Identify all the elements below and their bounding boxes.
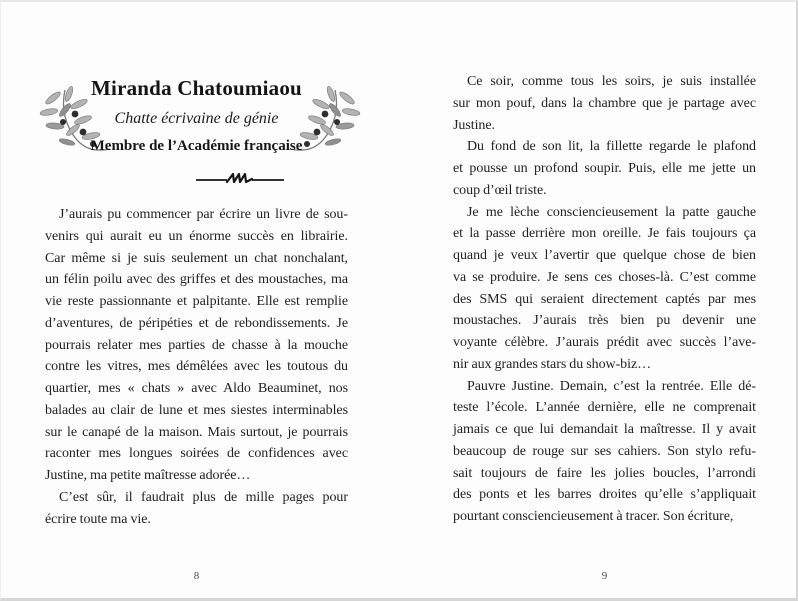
body-text-line: pourtant consciencieusement à tracer. Son écriture, (453, 509, 734, 524)
body-text-line: sur mon pouf, dans la chambre que je partage avec (453, 95, 756, 111)
calligraphic-squiggle-divider-icon (194, 170, 286, 188)
body-text-line: va se produire. Je sens ces choses-là. C’est comme (453, 269, 756, 285)
body-text-line: Je me lèche consciencieusement la patte gauche (467, 204, 756, 220)
body-text-line: sait toujours de faire les jolies boucles, l’arrondi (453, 465, 756, 481)
body-text-line: écrire toute ma vie. (45, 511, 151, 527)
body-text-line: moustaches. J’aurais très bien pu devenir une (453, 313, 756, 329)
page-number-left: 8 (193, 570, 200, 582)
body-text-line: quartier, mes « chats » avec Aldo Beauminet, nos (45, 381, 348, 396)
body-text-line: venirs qui aurait eu un énorme succès en librairie. (45, 228, 348, 244)
body-text-line: contre les vitres, mes démêlées avec les toutous du (45, 359, 348, 375)
body-text-line: voyante célèbre. J’aurais prédit avec succès l’ave- (453, 335, 756, 350)
body-text-line: jamais ce que lui demandait la maîtresse. Il y avait (453, 422, 756, 437)
page-number-right: 9 (601, 570, 608, 582)
body-text-line: nir aux grandes stars du show-biz… (453, 356, 652, 372)
body-text-line: J’aurais pu commencer par écrire un livre de sou- (59, 207, 348, 222)
body-text-line: Justine. (453, 117, 495, 133)
body-text-line: des ponts et les barres droites qu’elle s’appliquait (453, 487, 756, 503)
page-left[interactable] (45, 2, 348, 601)
body-text-line: et pousse un profond soupir. Puis, elle me jette un (453, 161, 756, 176)
body-text-line: Pauvre Justine. Demain, c’est la rentrée. Elle dé- (467, 378, 756, 394)
page-title: Miranda Chatoumiaou (91, 76, 302, 100)
body-text-line: des SMS qui seraient directement captés par mes (453, 291, 756, 307)
body-text-line: Car même si je suis seulement un chat nonchalant, (45, 250, 348, 266)
body-text-line: Justine, ma petite maîtresse adorée… (45, 468, 251, 483)
body-text-line: raconter mes longues soirées de confidences avec (45, 446, 348, 462)
body-text-line: sur le canapé de la maison. Mais surtout, je pourrais (45, 424, 348, 440)
body-text-line: C’est sûr, il faudrait plus de mille pages pour (59, 489, 348, 505)
body-text-line: teste l’école. L’année dernière, elle ne comprenait (453, 400, 756, 416)
page-right[interactable] (453, 2, 756, 601)
body-text-line: un félin poilu avec des griffes et des moustaches, ma (45, 272, 348, 288)
body-text-line: Du fond de son lit, la fillette regarde le plafond (467, 139, 756, 155)
right-page-text (453, 71, 756, 528)
body-text-line: Ce soir, comme tous les soirs, je suis installée (467, 74, 756, 89)
author-subtitle: Chatte écrivaine de génie (114, 110, 279, 127)
left-page-text (45, 204, 348, 530)
body-text-line: vie reste passionnante et palpitante. Elle est remplie (45, 294, 348, 309)
body-text-line: beaucoup de rouge sur ses cahiers. Son stylo refu- (453, 443, 756, 459)
body-text-line: pourrais relater mes parties de chasse à la mouche (45, 337, 348, 353)
author-affiliation: Membre de l’Académie française (90, 138, 303, 154)
body-text-line: et la passe derrière mon oreille. Je fais toujours ça (453, 226, 756, 242)
body-text-line: quand je veux l’avertir que quelque chose de bien (453, 248, 756, 263)
body-text-line: coup d’œil triste. (453, 182, 547, 198)
body-text-line: balades au clair de lune et mes siestes interminables (45, 402, 348, 418)
body-text-line: d’aventures, de péripéties et de rebondissements. Je (45, 315, 348, 331)
